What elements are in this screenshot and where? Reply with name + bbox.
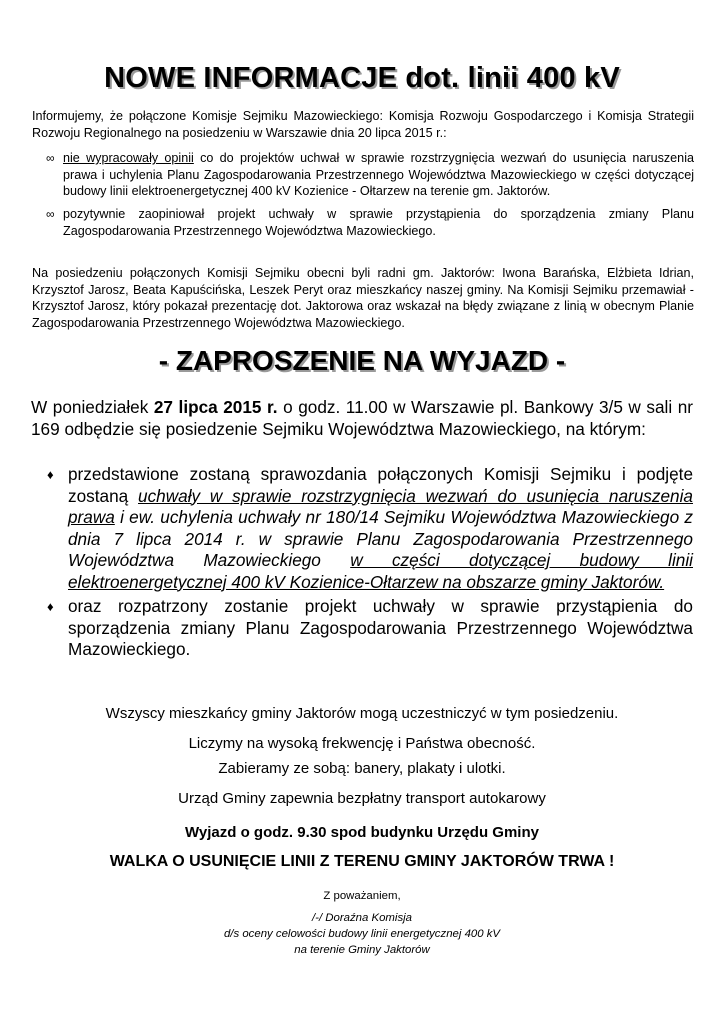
- signature-greeting: Z poważaniem,: [323, 890, 401, 902]
- invitation-intro-end: o godz. 11.00 w Warszawie pl. Bankowy 3/5 w sali nr 169 odbędzie się posiedzenie Sejmiku Województwa Mazowieckiego, na którym:: [31, 397, 694, 439]
- list-item: [46, 206, 694, 239]
- page-title: NOWE INFORMACJE dot. linii 400 kV: [104, 62, 620, 94]
- invitation-intro-paragraph: [31, 397, 693, 440]
- list-item: [47, 464, 693, 593]
- infinity-bullet-icon: ∞: [46, 207, 55, 222]
- departure-info: Wyjazd o godz. 9.30 spod budynku Urzędu Gminy: [185, 824, 539, 841]
- signature-line-3: na terenie Gminy Jaktorów: [294, 944, 430, 956]
- info-bullet-list: [46, 150, 694, 240]
- info-item1-text: co do projektów uchwał w sprawie rozstrzygnięcia wezwań do usunięcia naruszenia prawa i uchylenia Planu Zagospodarowania Przestrzennego Województwa Mazowieckiego w części dotyczącej budowy linii elektroenergetycznej 400 kV Kozienice - Ołtarzew na terenie gm. Jaktorów.: [63, 151, 694, 199]
- info-item2-text: pozytywnie zaopiniował projekt uchwały w sprawie przystąpienia do sporządzenia zmiany Planu Zagospodarowania Przestrzennego Województwa Mazowieckiego.: [63, 207, 694, 238]
- invitation-bullet-list: [47, 464, 693, 661]
- invitation-item1-part-d: w części dotyczącej budowy linii elektroenergetycznej 400 kV Kozienice-Ołtarzew na obszarze gminy Jaktorów.: [68, 550, 693, 592]
- invitation-title: - ZAPROSZENIE NA WYJAZD -: [158, 345, 566, 376]
- invitation-item1-part-a: przedstawione zostaną sprawozdania połączonych Komisji Sejmiku i podjęte zostaną: [68, 464, 693, 506]
- signature-line-1: /-/ Doraźna Komisja: [311, 912, 413, 924]
- invitation-item2-text: oraz rozpatrzony zostanie projekt uchwały w sprawie przystąpienia do sporządzenia zmiany Planu Zagospodarowania Przestrzennego Województwa Mazowieckiego.: [68, 596, 693, 659]
- invitation-item1-part-c: i ew. uchylenia uchwały nr 180/14 Sejmiku Województwa Mazowieckiego z dnia 7 lipca 2014 r. w sprawie Planu Zagospodarowania Przestrzennego Województwa Mazowieckiego: [68, 507, 693, 570]
- closing-line-4: Urząd Gminy zapewnia bezpłatny transport autokarowy: [178, 790, 546, 807]
- signature-line-2: d/s oceny celowości budowy linii energetycznej 400 kV: [223, 928, 501, 940]
- list-item: [46, 150, 694, 200]
- info-intro-paragraph: Informujemy, że połączone Komisje Sejmiku Mazowieckiego: Komisja Rozwoju Gospodarczego i Komisja Strategii Rozwoju Regionalnego na posiedzeniu w Warszawie dnia 20 lipca 2015 r.:: [32, 109, 694, 140]
- infinity-bullet-icon: ∞: [46, 151, 55, 165]
- invitation-intro-start: W poniedziałek: [31, 397, 154, 417]
- invitation-item1-part-b: uchwały w sprawie rozstrzygnięcia wezwań do usunięcia naruszenia prawa: [68, 485, 693, 527]
- diamond-bullet-icon: ♦: [47, 467, 54, 482]
- invitation-date: 27 lipca 2015 r.: [153, 397, 278, 417]
- slogan: WALKA O USUNIĘCIE LINII Z TERENU GMINY JAKTORÓW TRWA !: [109, 853, 615, 870]
- diamond-bullet-icon: ♦: [47, 599, 54, 614]
- info-item1-underlined: nie wypracowały opinii: [63, 151, 194, 165]
- closing-line-3: Zabieramy ze sobą: banery, plakaty i ulotki.: [218, 760, 506, 777]
- info-attendance-paragraph: Na posiedzeniu połączonych Komisji Sejmiku obecni byli radni gm. Jaktorów: Iwona Barańska, Elżbieta Idrian, Krzysztof Jarosz, Beata Kapuścińska, Leszek Peryt oraz mieszkańcy naszej gminy. Na Komisji Sejmiku przemawiał - Krzysztof Jarosz, który pokazał prezentację dot. Jaktorowa oraz wskazał na błędy związane z linią w obecnym Planie Zagospodarowania Przestrzennego Województwa Mazowieckiego.: [32, 266, 694, 331]
- closing-line-2: Liczymy na wysoką frekwencję i Państwa obecność.: [188, 735, 536, 752]
- closing-line-1: Wszyscy mieszkańcy gminy Jaktorów mogą uczestniczyć w tym posiedzeniu.: [105, 705, 619, 722]
- list-item: [47, 596, 693, 661]
